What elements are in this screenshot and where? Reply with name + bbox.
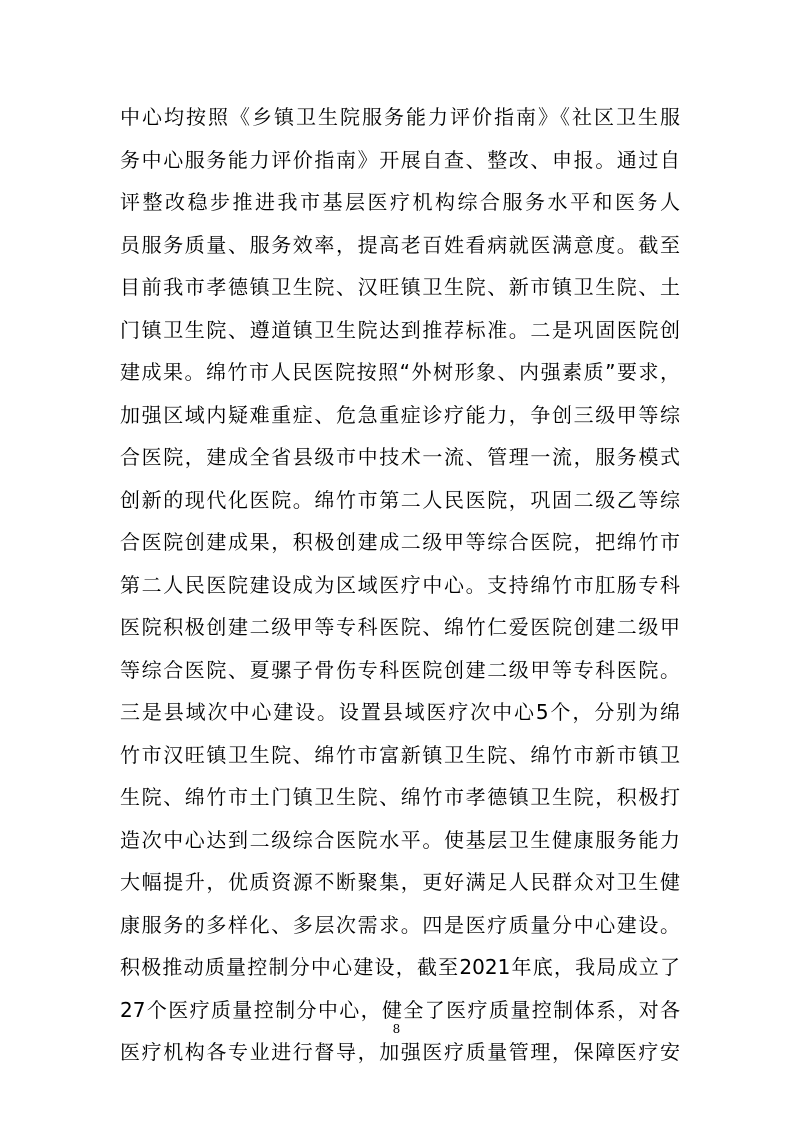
text-line: 员服务质量、服务效率，提高老百姓看病就医满意度。截至	[120, 232, 680, 257]
text-line: 务中心服务能力评价指南》开展自查、整改、申报。通过自	[120, 147, 680, 172]
text-line: 第二人民医院建设成为区域医疗中心。支持绵竹市肛肠专科	[120, 572, 680, 597]
text-line: 三是县域次中心建设。设置县域医疗次中心5个，分别为绵	[120, 700, 680, 724]
text-line: 建成果。绵竹市人民医院按照“外树形象、内强素质”要求，	[120, 360, 680, 384]
text-line: 等综合医院、夏骡子骨伤专科医院创建二级甲等专科医院。	[120, 657, 680, 682]
text-line: 竹市汉旺镇卫生院、绵竹市富新镇卫生院、绵竹市新市镇卫	[120, 742, 680, 767]
text-line: 大幅提升，优质资源不断聚集，更好满足人民群众对卫生健	[120, 870, 680, 894]
text-line: 门镇卫生院、遵道镇卫生院达到推荐标准。二是巩固医院创	[120, 317, 680, 342]
text-line: 评整改稳步推进我市基层医疗机构综合服务水平和医务人	[120, 190, 680, 214]
text-line: 生院、绵竹市土门镇卫生院、绵竹市孝德镇卫生院，积极打	[120, 785, 680, 809]
body-text	[120, 96, 680, 1074]
text-line: 中心均按照《乡镇卫生院服务能力评价指南》《社区卫生服	[120, 105, 680, 129]
text-line: 医院积极创建二级甲等专科医院、绵竹仁爱医院创建二级甲	[120, 615, 680, 639]
text-line: 积极推动质量控制分中心建设，截至2021年底，我局成立了	[120, 955, 680, 979]
text-line: 造次中心达到二级综合医院水平。使基层卫生健康服务能力	[120, 827, 680, 852]
page-number: 8	[392, 1022, 401, 1036]
text-line: 合医院创建成果，积极创建成二级甲等综合医院，把绵竹市	[120, 530, 680, 554]
text-line: 康服务的多样化、多层次需求。四是医疗质量分中心建设。	[120, 912, 680, 937]
text-line: 医疗机构各专业进行督导，加强医疗质量管理，保障医疗安	[120, 1040, 680, 1064]
text-line: 目前我市孝德镇卫生院、汉旺镇卫生院、新市镇卫生院、土	[120, 275, 680, 299]
text-line: 27个医疗质量控制分中心，健全了医疗质量控制体系，对各	[120, 997, 680, 1022]
text-line: 合医院，建成全省县级市中技术一流、管理一流，服务模式	[120, 445, 680, 469]
text-line: 加强区域内疑难重症、危急重症诊疗能力，争创三级甲等综	[120, 402, 680, 427]
text-line: 创新的现代化医院。绵竹市第二人民医院，巩固二级乙等综	[120, 487, 680, 512]
